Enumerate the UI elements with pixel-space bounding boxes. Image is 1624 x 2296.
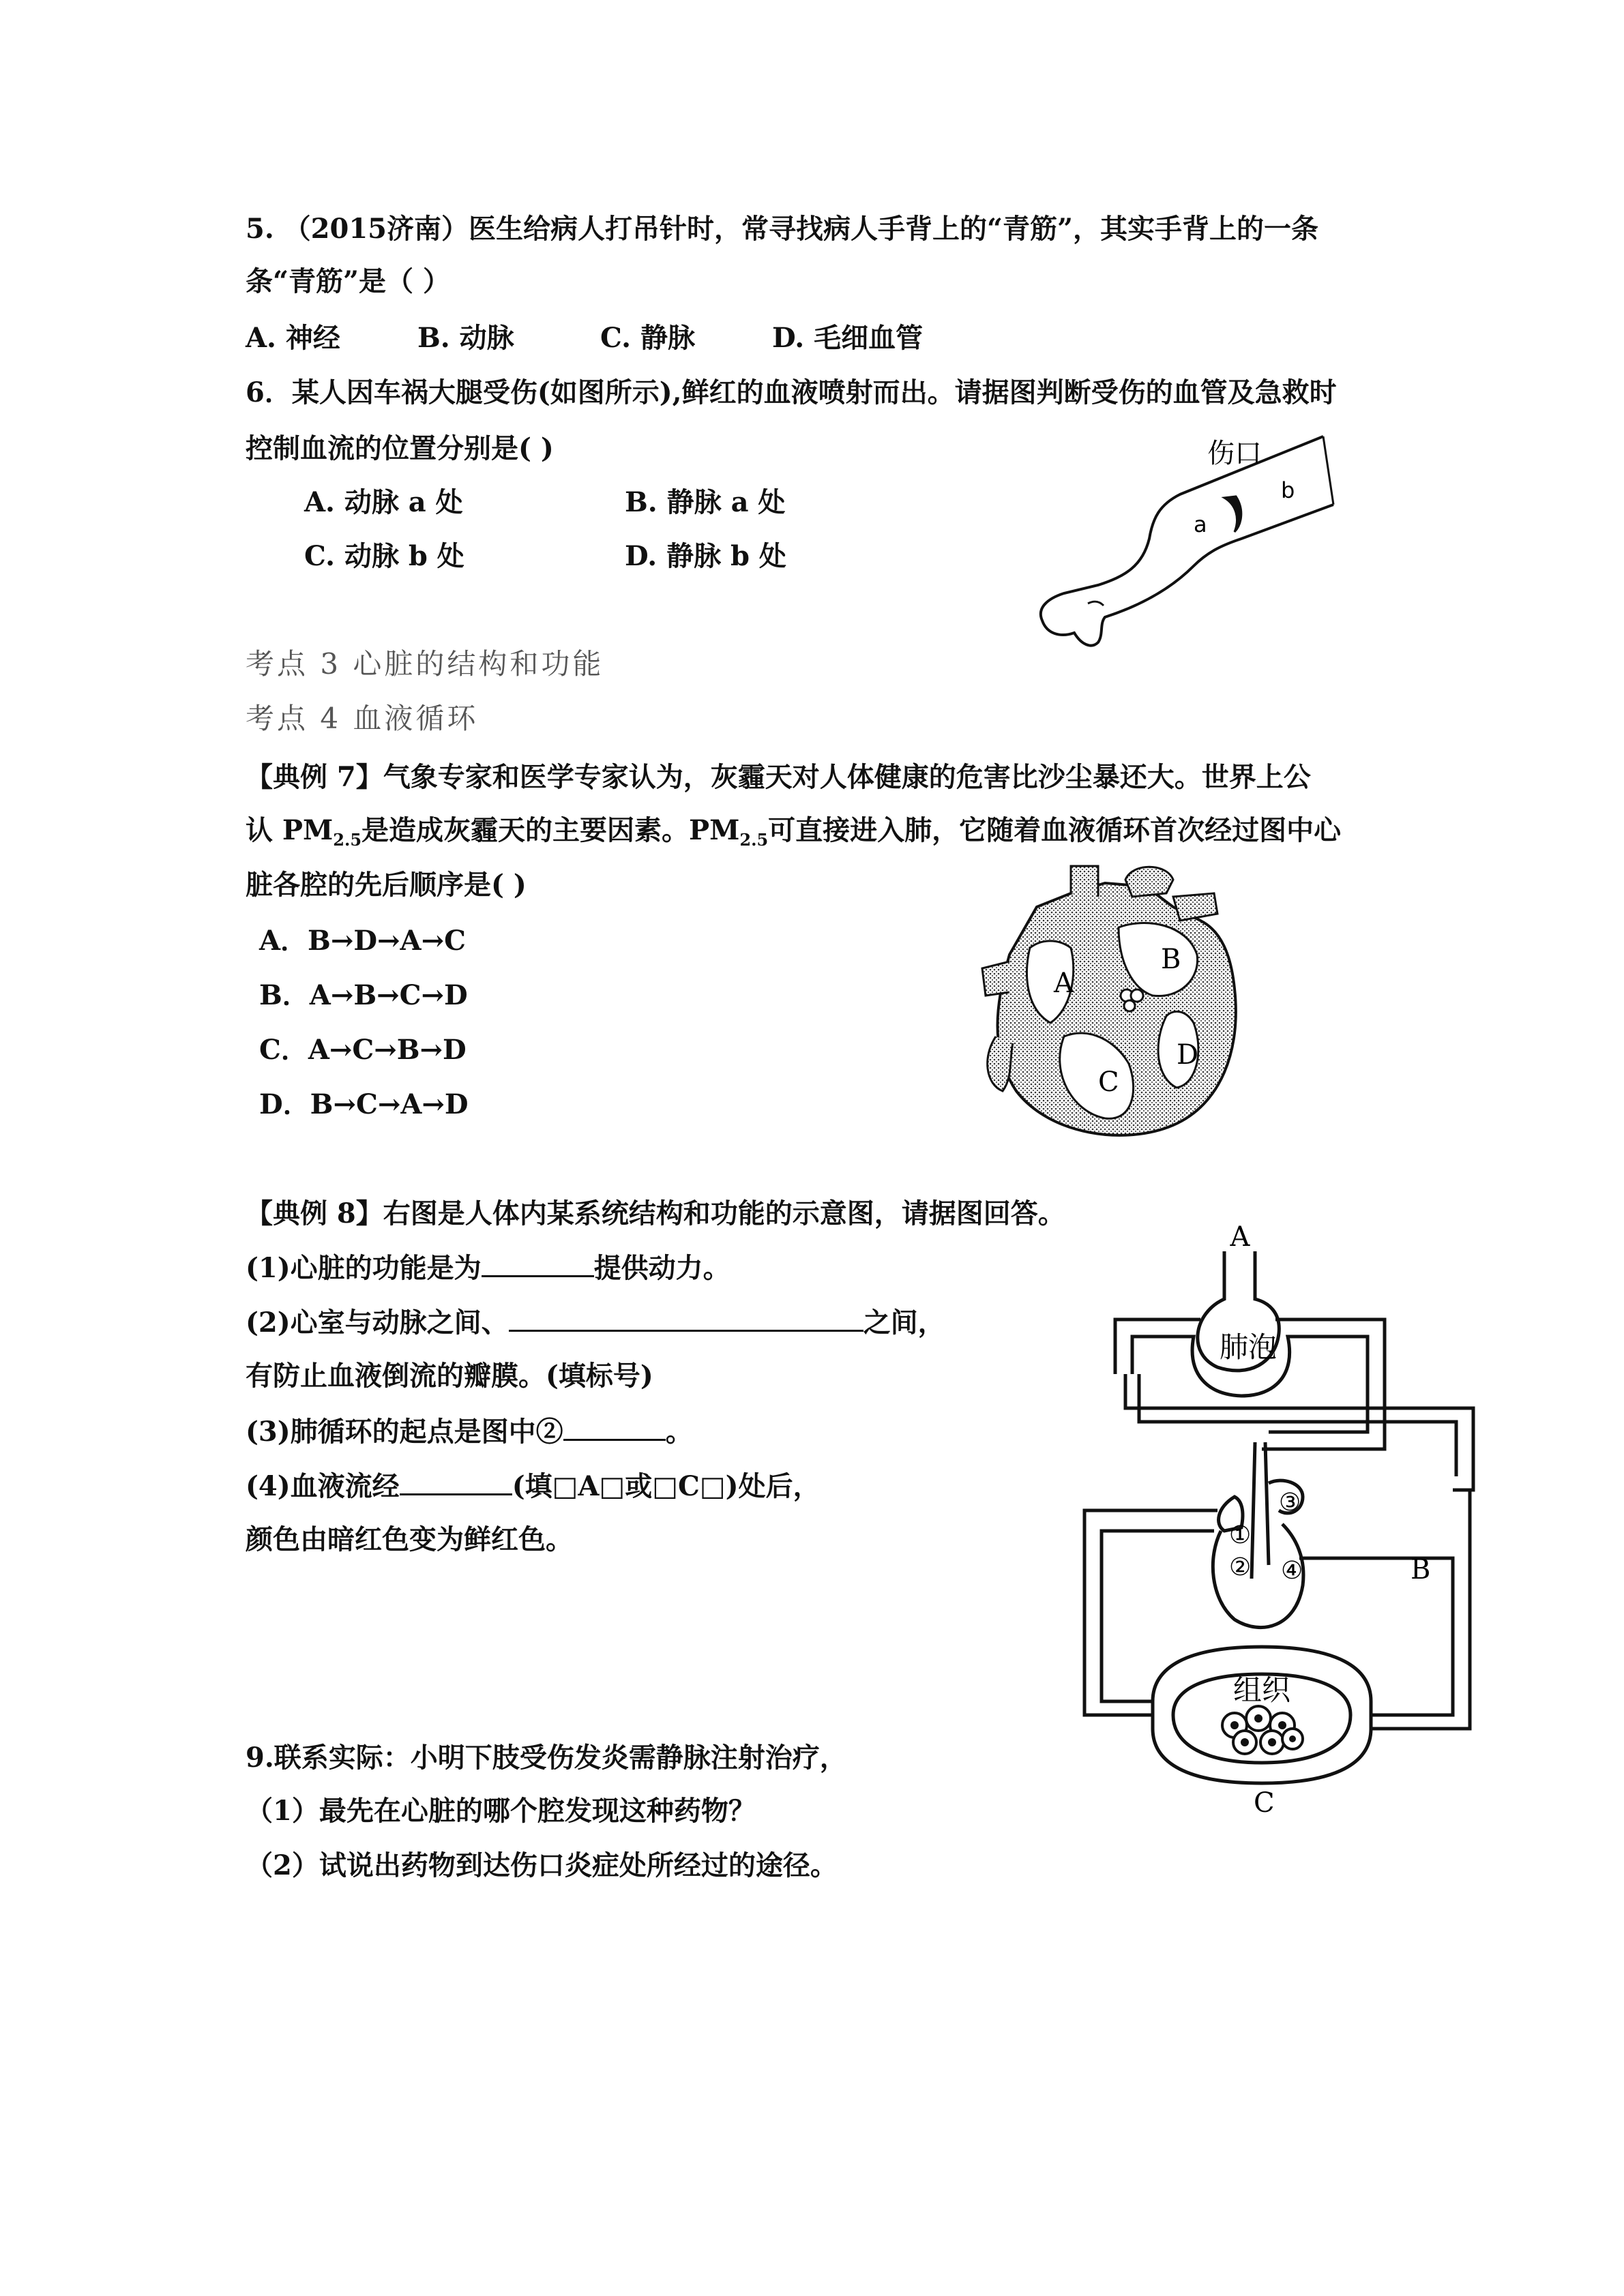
circ-label-4: ④ [1281, 1557, 1303, 1585]
alveoli-label: 肺泡 [1219, 1330, 1278, 1364]
q5-option-a: A. 神经 [246, 322, 340, 354]
q6-option-b: B. 静脉 a 处 [625, 486, 786, 518]
circ-label-b: B [1411, 1554, 1431, 1585]
leg-a-label: a [1194, 511, 1207, 537]
q5-stem-line1: 5. （2015济南）医生给病人打吊针时，常寻找病人手背上的“青筋”，其实手背上的一条 [246, 213, 1319, 245]
q5-option-d: D. 毛细血管 [772, 322, 924, 354]
leg-b-label: b [1281, 477, 1295, 503]
leg-wound-figure [1023, 430, 1337, 655]
ex8-q2: (2)心室与动脉之间、 之间， [246, 1302, 945, 1342]
ex8-q1: (1)心脏的功能是为 提供动力。 [246, 1248, 730, 1287]
ex7-option-a: A．B→D→A→C [259, 925, 466, 957]
ex8-stem: 【典例 8】右图是人体内某系统结构和功能的示意图，请据图回答。 [246, 1197, 1065, 1229]
heart-label-c: C [1098, 1067, 1119, 1098]
section-heading-3: 考点 3 心脏的结构和功能 [246, 647, 604, 681]
ex7-option-d: D．B→C→A→D [259, 1088, 469, 1120]
q6-option-a: A. 动脉 a 处 [304, 486, 463, 518]
heart-label-a: A [1054, 968, 1074, 999]
circ-label-c: C [1254, 1787, 1275, 1819]
ex8-q4: (4)血液流经 (填□A□或□C□)处后， [246, 1466, 821, 1506]
ex7-option-b: B．A→B→C→D [259, 979, 468, 1011]
ex8-q2-line2: 有防止血液倒流的瓣膜。(填标号) [246, 1360, 653, 1392]
circ-label-a: A [1230, 1221, 1250, 1253]
ex7-stem-line3: 脏各腔的先后顺序是( ) [246, 869, 527, 901]
ex7-stem-line2: 认 $PM_{2.5}$是造成灰霾天的主要因素。$PM_{2.5}$可直接进入肺，它随着血液循环首次经过图中心 [246, 814, 1342, 850]
circ-label-2: ② [1229, 1553, 1252, 1581]
q9-sub1: （1）最先在心脏的哪个腔发现这种药物？ [246, 1795, 756, 1827]
section-heading-4: 考点 4 血液循环 [246, 702, 479, 735]
leg-wound-label: 伤口 [1207, 438, 1262, 469]
circ-label-3: ③ [1279, 1489, 1301, 1517]
q5-stem-line2: 条“青筋”是（ ） [246, 265, 450, 297]
circ-label-1: ① [1229, 1521, 1252, 1549]
tissue-label: 组织 [1232, 1673, 1291, 1707]
q9-sub2: （2）试说出药物到达伤口炎症处所经过的途径。 [246, 1849, 838, 1881]
q6-option-d: D. 静脉 b 处 [625, 540, 786, 572]
heart-label-b: B [1161, 944, 1181, 975]
q6-option-c: C. 动脉 b 处 [304, 540, 464, 572]
q5-option-b: B. 动脉 [417, 322, 514, 354]
ex8-q3: (3)肺循环的起点是图中② 。 [246, 1412, 693, 1451]
heart-label-d: D [1177, 1039, 1199, 1071]
q6-stem-line2: 控制血流的位置分别是( ) [246, 432, 554, 464]
q5-option-c: C. 静脉 [600, 322, 695, 354]
ex7-option-c: C．A→C→B→D [259, 1034, 467, 1066]
q6-stem-line1: 6．某人因车祸大腿受伤(如图所示),鲜红的血液喷射而出。请据图判断受伤的血管及急救时 [246, 376, 1337, 408]
ex7-stem-line1: 【典例 7】气象专家和医学专家认为，灰霾天对人体健康的危害比沙尘暴还大。世界上公 [246, 761, 1311, 793]
ex8-q4-line2: 颜色由暗红色变为鲜红色。 [246, 1523, 573, 1555]
q9-stem: 9.联系实际：小明下肢受伤发炎需静脉注射治疗， [246, 1742, 847, 1774]
circulation-figure [1071, 1221, 1480, 1819]
heart-figure [969, 866, 1269, 1152]
